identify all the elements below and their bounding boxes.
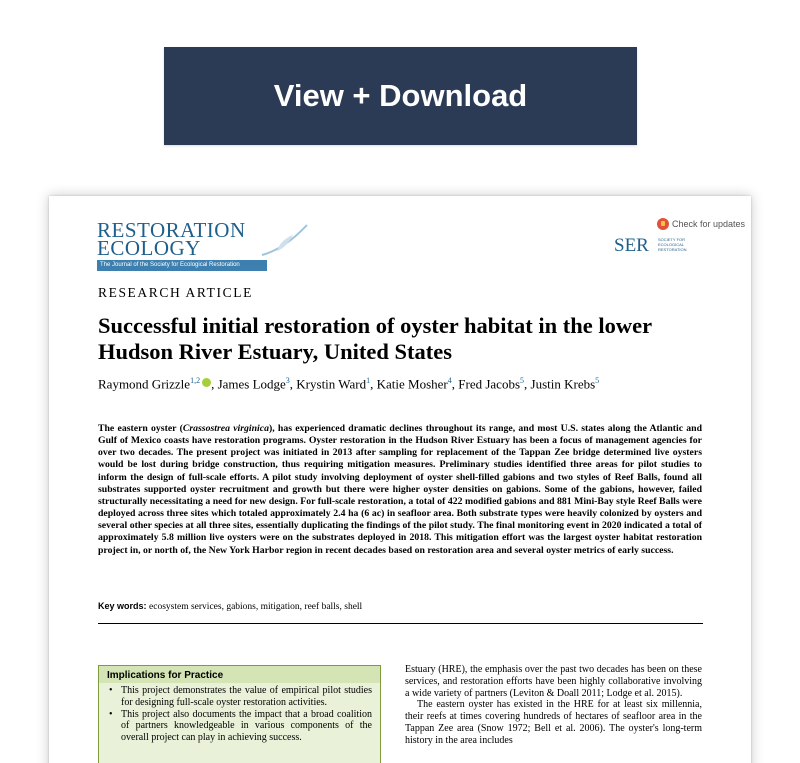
keywords-text: ecosystem services, gabions, mitigation, reef balls, shell bbox=[149, 602, 363, 612]
species-name: Crassostrea virginica bbox=[182, 423, 269, 434]
body-paragraph: The eastern oyster has existed in the HRE for at least six millennia, their reefs at times covering hundreds of hectares of seafloor area in the Tappan Zee area (Snow 1972; Bell et al. 2006). The oyster's long-term history in the area includes bbox=[405, 699, 702, 746]
affiliation-sup: 5 bbox=[595, 376, 600, 385]
affiliation-sup: 3 bbox=[285, 376, 290, 385]
ser-logo-text: SER bbox=[614, 235, 649, 256]
affiliation-sup: 4 bbox=[447, 376, 452, 385]
check-updates-label: Check for updates bbox=[672, 219, 746, 229]
view-download-button[interactable]: View + Download bbox=[164, 47, 637, 145]
journal-logo bbox=[97, 218, 319, 271]
implications-heading: Implications for Practice bbox=[99, 666, 380, 683]
implications-list bbox=[99, 683, 380, 744]
leaf-icon bbox=[257, 221, 317, 261]
author[interactable]: James Lodge bbox=[217, 376, 286, 392]
body-column-right bbox=[405, 664, 702, 747]
author[interactable]: Fred Jacobs bbox=[458, 376, 521, 392]
ser-logo-small: SOCIETY FOR ECOLOGICAL RESTORATION bbox=[658, 237, 687, 252]
abstract-pre: The eastern oyster ( bbox=[98, 423, 183, 434]
crossmark-icon bbox=[657, 218, 669, 230]
divider bbox=[98, 623, 703, 624]
author[interactable]: Krystin Ward bbox=[296, 376, 367, 392]
affiliation-sup: 1,2 bbox=[190, 376, 201, 385]
list-item: • This project demonstrates the value of empirical pilot studies for designing full-scale oyster restoration activities. bbox=[109, 685, 372, 709]
logo-line2: ECOLOGY bbox=[97, 236, 201, 260]
logo-line1: RESTORATION bbox=[97, 218, 246, 242]
author[interactable]: Justin Krebs bbox=[530, 376, 596, 392]
article-title: Successful initial restoration of oyster habitat in the lower Hudson River Estuary, United States bbox=[98, 313, 652, 364]
abstract-post: ), has experienced dramatic declines throughout its range, and most U.S. states along the Atlantic and Gulf of Mexico coasts have restoration programs. Oyster restoration in the Hudson River Estuary has been a focus of management agencies for over two decades. The present project was initiated in 2013 after sampling for replacement of the Tappan Zee bridge determined live oysters would be lost during bridge construction, thus requiring mitigation measures. Preliminary studies identified three areas for pilot studies to inform the design of full-scale efforts. A pilot study involving deployment of oyster shell-filled gabions and two styles of Reef Balls, found all substrates supported oyster recruitment and growth but there were higher oyster densities on gabions. Some of the gabions, however, failed structurally necessitating a need for new design. For full-scale restoration, a total of 422 modified gabions and 881 Mini-Bay style Reef Balls were deployed across three sites which totaled approximately 2.4 ha (6 ac) in seafloor area. Both substrate types were heavily colonized by oysters and several other species at all three sites, essentially duplicating the findings of the pilot study. The final monitoring event in 2020 indicated a total of approximately 5.8 million live oysters were on the substrates deployed in 2018. This mitigation effort was the largest oyster habitat restoration project in, or north of, the New York Harbor region in recent decades based on restoration area and several oyster metrics of early success. bbox=[98, 423, 703, 556]
affiliation-sup: 5 bbox=[520, 376, 525, 385]
abstract bbox=[98, 423, 702, 557]
implications-box bbox=[98, 665, 381, 763]
author[interactable]: Katie Mosher bbox=[376, 376, 448, 392]
check-for-updates[interactable] bbox=[657, 218, 745, 230]
orcid-icon[interactable] bbox=[202, 378, 211, 387]
article-type: RESEARCH ARTICLE bbox=[98, 285, 253, 300]
body-paragraph: Estuary (HRE), the emphasis over the past two decades has been on these services, and restoration efforts have been highly collaborative involving a wide variety of partners (Leviton & Doall 2011; Lodge et al. 2015). bbox=[405, 664, 702, 699]
author[interactable]: Raymond Grizzle bbox=[98, 376, 191, 392]
affiliation-sup: 1 bbox=[366, 376, 371, 385]
keywords bbox=[98, 601, 362, 612]
keywords-label: Key words: bbox=[98, 601, 147, 611]
author-list: Raymond Grizzle$^{1,2}$ , James Lodge$^3$, Krystin Ward$^1$, Katie Mosher$^4$, Fred Jacobs$^5$, Justin Krebs$^5$ bbox=[98, 376, 600, 392]
ser-logo bbox=[614, 231, 694, 257]
logo-tagline: The Journal of the Society for Ecological Restoration bbox=[97, 260, 267, 271]
article-page-preview[interactable] bbox=[49, 196, 751, 763]
list-item: • This project also documents the impact that a broad coalition of partners knowledgeable in various components of the overall project can play in achieving success. bbox=[109, 709, 372, 744]
